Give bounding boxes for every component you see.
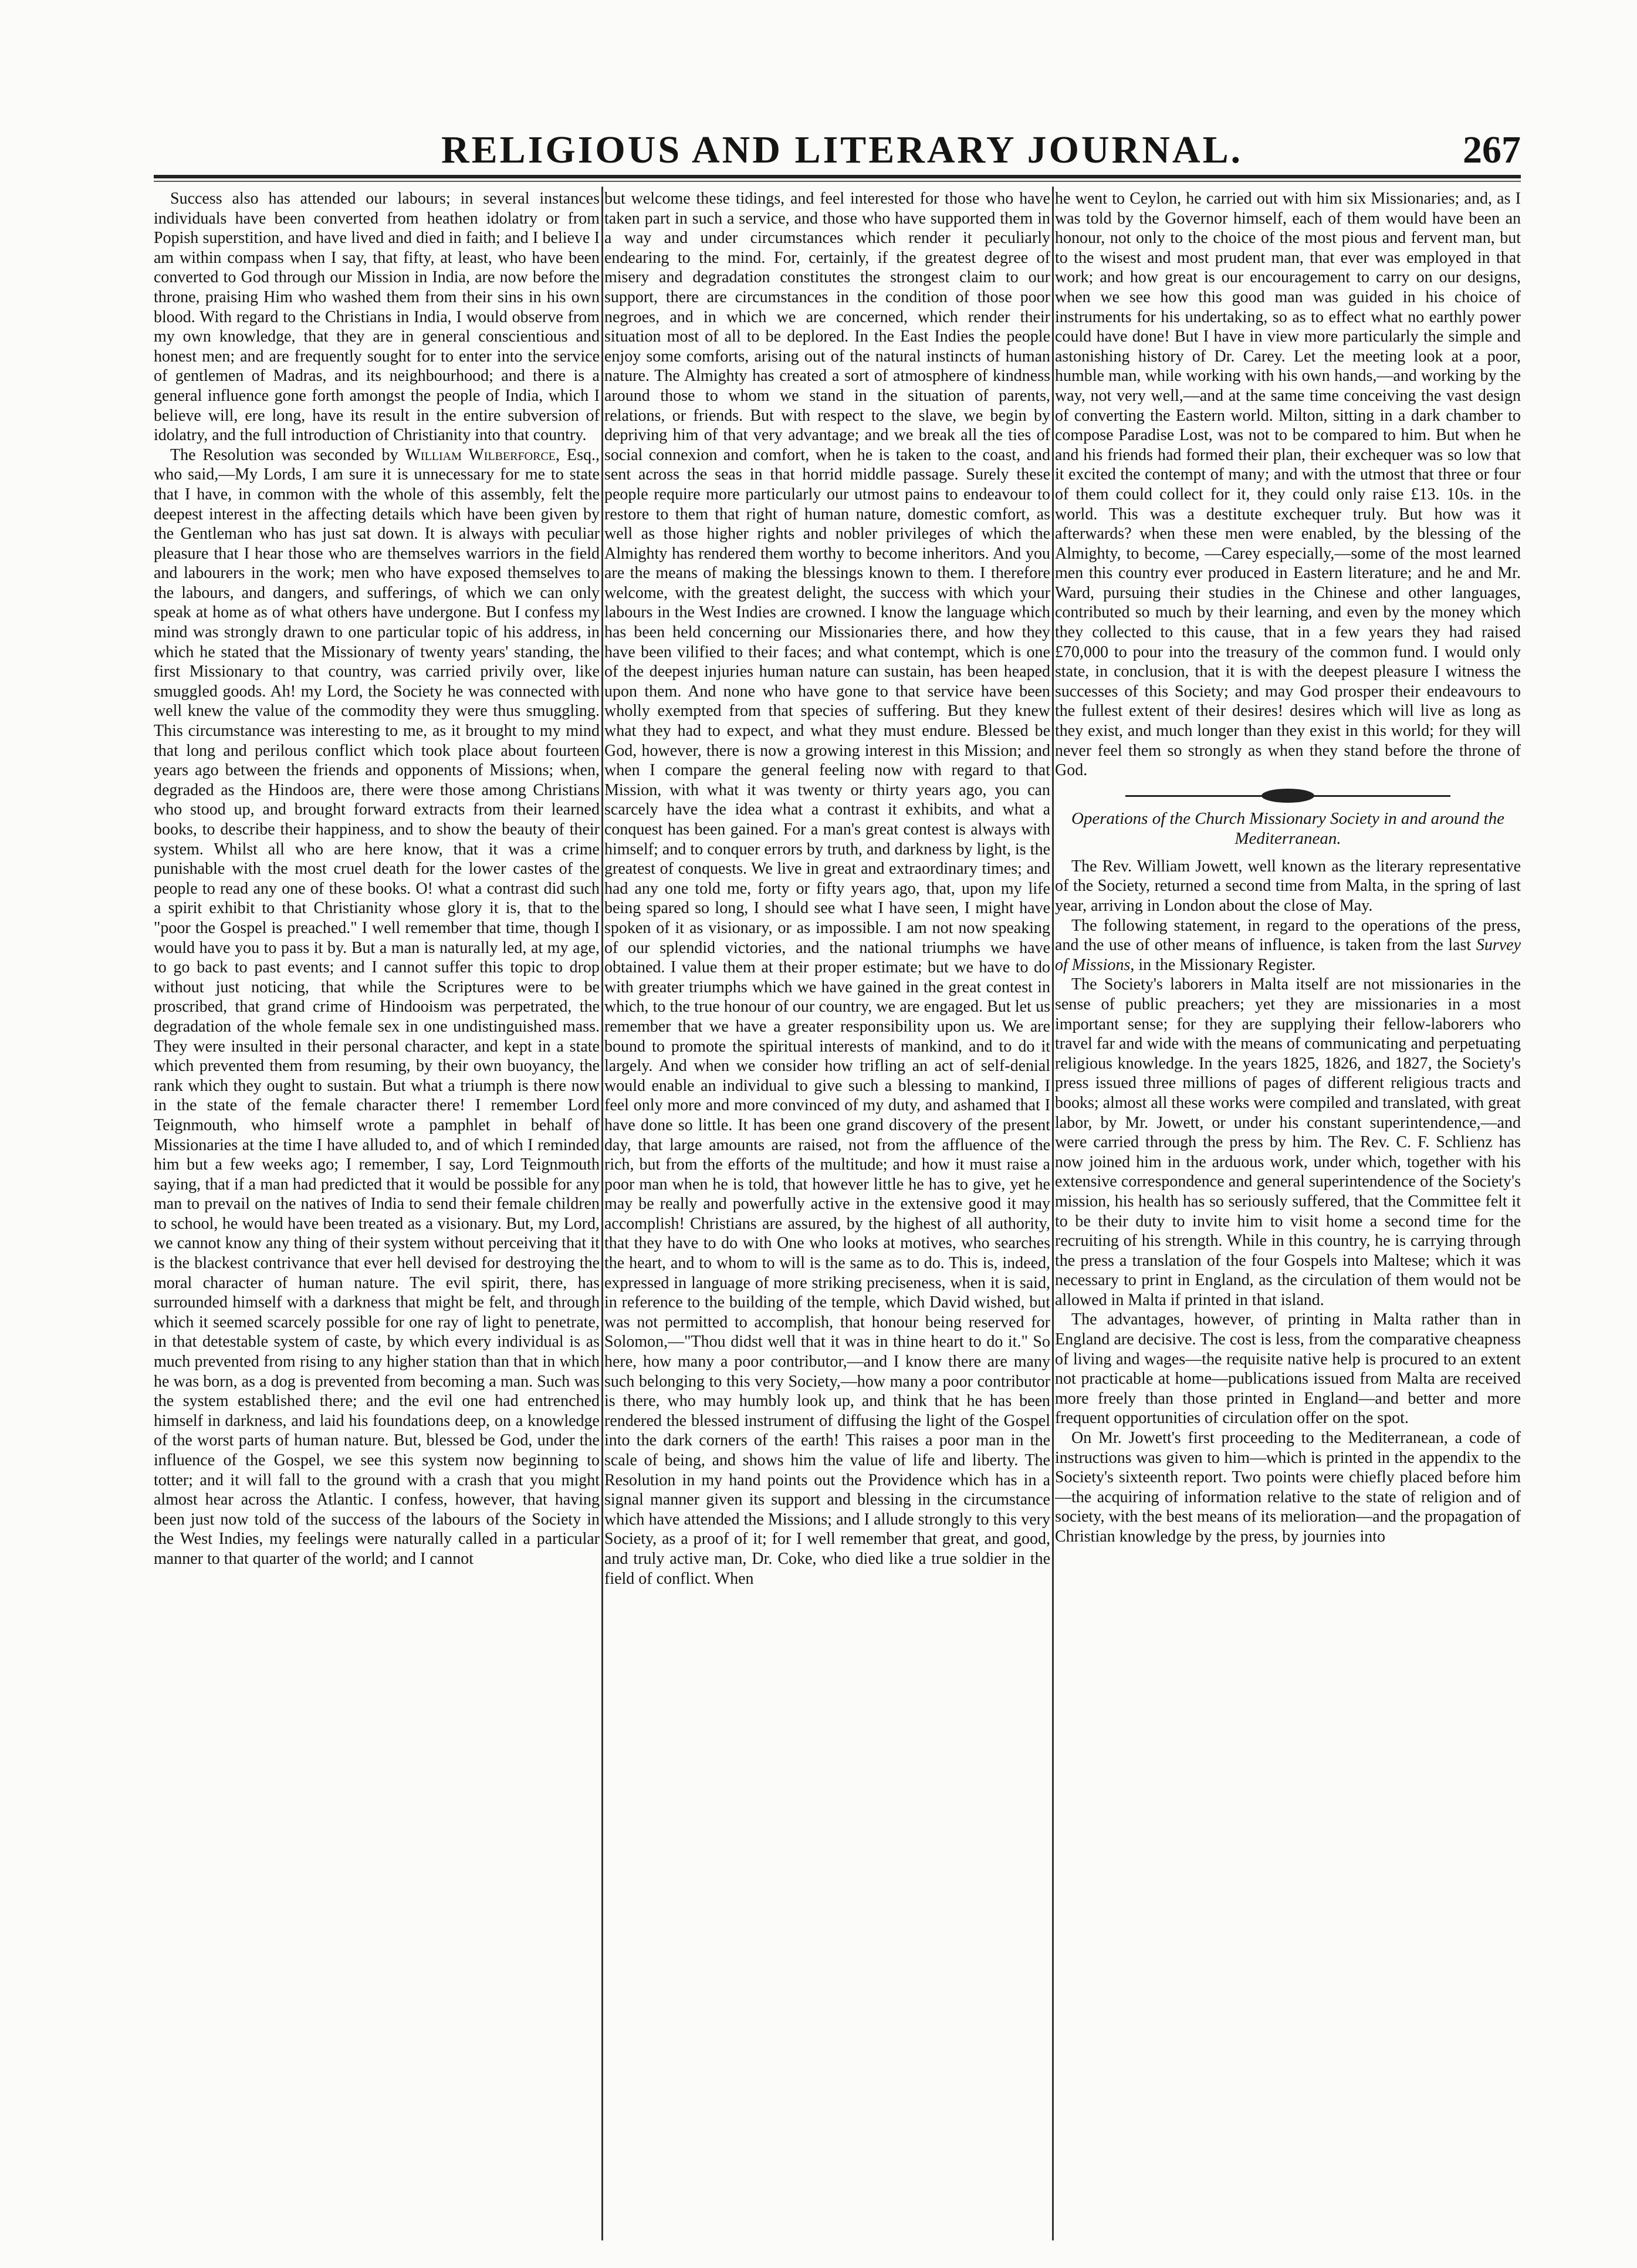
text-run: The following statement, in regard to the operations of the press, and the use of other means of influence, is taken from the last bbox=[1055, 916, 1521, 955]
paragraph: The Society's laborers in Malta itself are not missionaries in the sense of public preachers; yet they are missionaries in a most important sense; for they are supplying their fellow-laborers who travel far and wide with the means of communicating and perpetuating religious knowledge. In the years 1825, 1826, and 1827, the Society's press issued three millions of pages of different religious tracts and books; almost all these works were compiled and translated, with great labor, by Mr. Jowett, or under his constant superintendence,—and were carried through the press by him. The Rev. C. F. Schlienz has now joined him in the arduous work, under which, together with his extensive correspondence and general superintendence of the Society's mission, his health has so seriously suffered, that the Committee felt it to be their duty to invite him to visit home a second time for the recruiting of his strength. While in this country, he is carrying through the press a translation of the four Gospels into Maltese; which it was necessary to print in England, as the circulation of them would not be allowed in Malta if printed in that island. bbox=[1055, 975, 1521, 1309]
paragraph: but welcome these tidings, and feel interested for those who have taken part in such a service, and those who have supported them in a way and under circumstances which render it peculiarly endearing to the mind. For, certainly, if the greatest degree of misery and degradation constitutes the strongest claim to our support, there are circumstances in the condition of those poor negroes, and in which we are concerned, which render their situation most of all to be deplored. In the East Indies the people enjoy some comforts, arising out of the natural instincts of human nature. The Almighty has created a sort of atmosphere of kindness around those to whom we stand in the situation of parents, relations, or friends. But with respect to the slave, we begin by depriving him of that very advantage; and we break all the ties of social connexion and comfort, when he is taken to the coast, and sent across the seas in that horrid middle passage. Surely these people require more particularly our utmost pains to endeavour to restore to them that right of human nature, domestic comfort, as well as those higher rights and nobler privileges of which the Almighty has rendered them worthy to become inheritors. And you are the means of making the blessings known to them. I therefore welcome, with the greatest delight, the success with which your labours in the West Indies are crowned. I know the language which has been held concerning our Missionaries there, and how they have been vilified to their faces; and what contempt, which is one of the deepest injuries human nature can sustain, has been heaped upon them. And none who have gone to that service have been wholly exempted from that species of suffering. But they knew what they had to expect, and what they must endure. Blessed be God, however, there is now a growing interest in this Mission; and when I compare the general feeling now with regard to that Mission, with what it was twenty or thirty years ago, you can scarcely have the idea what a contrast it exhibits, and what a conquest has been gained. For a man's great contest is always with himself; and to conquer errors by truth, and darkness by light, is the greatest of conquests. We live in great and extraordinary times; and had any one told me, forty or fifty years ago, that, upon my life being spared so long, I should see what I have seen, I might have spoken of it as visionary, or as impossible. I am not now speaking of our splendid victories, and the national triumphs we have obtained. I value them at their proper estimate; but we have to do with greater triumphs which we have gained in the great contest in which, to the true honour of our country, we are engaged. But let us remember that we have a greater responsibility upon us. We are bound to promote the spiritual interests of mankind, and to do it largely. And when we consider how trifling an act of self-denial would enable an individual to give such a blessing to mankind, I feel only more and more convinced of my duty, and ashamed that I have done so little. It has been one grand discovery of the present day, that large amounts are raised, not from the affluence of the rich, but from the efforts of the multitude; and how it must raise a poor man when he is told, that however little he has to give, yet he may be really and powerfully active in the extensive good it may accomplish! Christians are assured, by the highest of all authority, that they have to do with One who looks at motives, who searches the heart, and to whom to will is the same as to do. This is, indeed, expressed in language of more striking preciseness, when it is said, in reference to the building of the temple, which David wished, but was not permitted to accomplish, that honour being reserved for Solomon,—"Thou didst well that it was in thine heart to do it." So here, how many a poor contributor,—and I know there are many such belonging to this very Society,—how many a poor contributor is there, who may humbly look up, and think that he has been rendered the blessed instrument of diffusing the light of the Gospel into the dark corners of the earth! This raises a poor man in the scale of being, and shows him the value of life and liberty. The Resolution in my hand points out the Providence which has in a signal manner given its support and blessing in the circumstance which have attended the Missions; and I allude strongly to this very Society, as a proof of it; for I well remember that great, and good, and truly active man, Dr. Coke, who died like a true soldier in the field of conflict. When bbox=[604, 190, 1050, 1588]
divider-ornament bbox=[1261, 789, 1314, 803]
page-header bbox=[154, 124, 1521, 177]
header-rule-thin bbox=[154, 181, 1521, 182]
page-number: 267 bbox=[1463, 129, 1521, 171]
column-1 bbox=[154, 189, 600, 2243]
column-2 bbox=[604, 189, 1050, 2243]
journal-title: RELIGIOUS AND LITERARY JOURNAL. bbox=[441, 129, 1243, 171]
paragraph: The Rev. William Jowett, well known as the literary representative of the Society, returned a second time from Malta, in the spring of last year, arriving in London about the close of May. bbox=[1055, 857, 1521, 915]
column-3 bbox=[1055, 189, 1521, 2243]
paragraph: The advantages, however, of printing in Malta rather than in England are decisive. The cost is less, from the comparative cheapness of living and wages—the requisite native help is procured to an extent not practicable at home—publications issued from Malta are received more freely than those printed in England—and better and more frequent opportunities of circulation offer on the spot. bbox=[1055, 1310, 1521, 1428]
paragraph bbox=[1055, 916, 1521, 975]
text-run: The Resolution was seconded by bbox=[170, 445, 405, 464]
header-rule bbox=[154, 175, 1521, 178]
column-separator bbox=[601, 187, 603, 2240]
section-heading: Operations of the Church Missionary Society in and around the Mediterranean. bbox=[1071, 809, 1505, 848]
paragraph: Success also has attended our labours; in several instances individuals have been converted from heathen idolatry or from Popish superstition, and have lived and died in faith; and I believe I am within compass when I say, that fifty, at least, who have been converted to God through our Mission in India, are now before the throne, praising Him who washed them from their sins in his own blood. With regard to the Christians in India, I would observe from my own knowledge, that they are in general conscientious and honest men; and are frequently sought for to enter into the service of gentlemen of Madras, and its neighbourhood; and there is a general influence gone forth amongst the people of India, which I believe will, ere long, have its result in the entire subversion of idolatry, and the full introduction of Christianity into that country. bbox=[154, 190, 600, 445]
text-run: , in the Missionary Register. bbox=[1130, 955, 1316, 974]
section-divider bbox=[1055, 791, 1521, 802]
speaker-name: William Wilberforce bbox=[405, 445, 556, 464]
paragraph: On Mr. Jowett's first proceeding to the Mediterranean, a code of instructions was given to him—which is printed in the appendix to the Society's sixteenth report. Two points were chiefly placed before him—the acquiring of information relative to the state of religion and of society, with the best means of its melioration—and the propagation of Christian knowledge by the press, by journies into bbox=[1055, 1429, 1521, 1546]
italic-title: Survey of Missions bbox=[1055, 936, 1521, 974]
paragraph: he went to Ceylon, he carried out with him six Missionaries; and, as I was told by the Governor himself, each of them would have been an honour, not only to the choice of the most pious and fervent man, but to the wisest and most prudent man, that ever was employed in that work; and how great is our encouragement to carry on our designs, when we see how this good man was guided in his choice of instruments for his undertaking, so as to effect what no earthly power could have done! But I have in view more particularly the simple and astonishing history of Dr. Carey. Let the meeting look at a poor, humble man, while working with his own hands,—and working by the way, not very well,—and at the same time conceiving the vast design of converting the Eastern world. Milton, sitting in a dark chamber to compose Paradise Lost, was not to be compared to him. But when he and his friends had formed their plan, their exchequer was so low that it excited the contempt of many; and with the utmost that three or four of them could collect for it, they could only raise £13. 10s. in the world. This was a destitute exchequer truly. But how was it afterwards? when these men were enabled, by the blessing of the Almighty, to become, —Carey especially,—some of the most learned men this country ever produced in Eastern literature; and he and Mr. Ward, pursuing their studies in the Chinese and other languages, contributed so much by their learning, and even by the money which they collected to this cause, that in a few years they had raised £70,000 to pour into the treasury of the common fund. I would only state, in conclusion, that it is with the deepest pleasure I witness the successes of this Society; and may God prosper their endeavours to the fullest extent of their desires! desires which will live as long as they exist, and much longer than they exist in this world; for they will never feel them so strongly as when they stand before the throne of God. bbox=[1055, 190, 1521, 780]
column-separator bbox=[1052, 187, 1054, 2240]
text-run: , Esq., who said,—My Lords, I am sure it is unnecessary for me to state that I have, in common with the whole of this assembly, felt the deepest interest in the affecting details which have been given by the Gentleman who has just sat down. It is always with peculiar pleasure that I hear those who are themselves warriors in the field and labourers in the work; men who have exposed themselves to the labours, and dangers, and sufferings, of which we can only speak at home as of what others have undergone. But I confess my mind was strongly drawn to one particular topic of his address, in which he stated that the Missionary of twenty years' standing, the first Missionary to that country, was carried privily over, like smuggled goods. Ah! my Lord, the Society he was connected with well knew the value of the commodity they were thus smuggling. This circumstance was interesting to me, as it brought to my mind that long and perilous conflict which took place about fourteen years ago between the friends and opponents of Missions; when, degraded as the Hindoos are, there were those among Christians who stood up, and brought forward extracts from their learned books, to describe their happiness, and to show the beauty of their system. Whilst all who are here know, that it was a crime punishable with the most cruel death for the lower castes of the people to read any one of these books. O! what a contrast did such a spirit exhibit to that Christianity whose glory it is, that to the "poor the Gospel is preached." I well remember that time, though I would have you to pass it by. But a man is naturally led, at my age, to go back to past events; and I cannot suffer this topic to drop without just noticing, that while the Scriptures were to be proscribed, that grand crime of Hindooism was perpetrated, the degradation of the whole female sex in one undistinguished mass. They were insulted in their personal character, and kept in a state which prevented them from resuming, by their own buoyancy, the rank which they ought to sustain. But what a triumph is there now in the state of the female character there! I remember Lord Teignmouth, who himself wrote a pamphlet in behalf of Missionaries at the time I have alluded to, and of which I reminded him but a few weeks ago; I remember, I say, Lord Teignmouth saying, that if a man had predicted that it would be possible for any man to prevail on the natives of India to send their female children to school, he would have been treated as a visionary. But, my Lord, we cannot know any thing of their system without perceiving that it is the blackest contrivance that ever hell devised for destroying the moral character of human nature. The evil spirit, there, has surrounded himself with a darkness that might be felt, and through which it seemed scarcely possible for one ray of light to penetrate, in that detestable system of caste, by which every individual is as much prevented from rising to any higher station than that in which he was born, as a dog is prevented from becoming a man. Such was the system established there; and the evil one had entrenched himself in darkness, and laid his foundations deep, on a knowledge of the worst parts of human nature. But, blessed be God, under the influence of the Gospel, we see this system now beginning to totter; and it will fall to the ground with a crash that you might almost hear across the Atlantic. I confess, however, that having been just now told of the success of the labours of the Society in the West Indies, my feelings were naturally called in a particular manner to that quarter of the world; and I cannot bbox=[154, 445, 600, 1568]
paragraph bbox=[154, 445, 600, 1569]
